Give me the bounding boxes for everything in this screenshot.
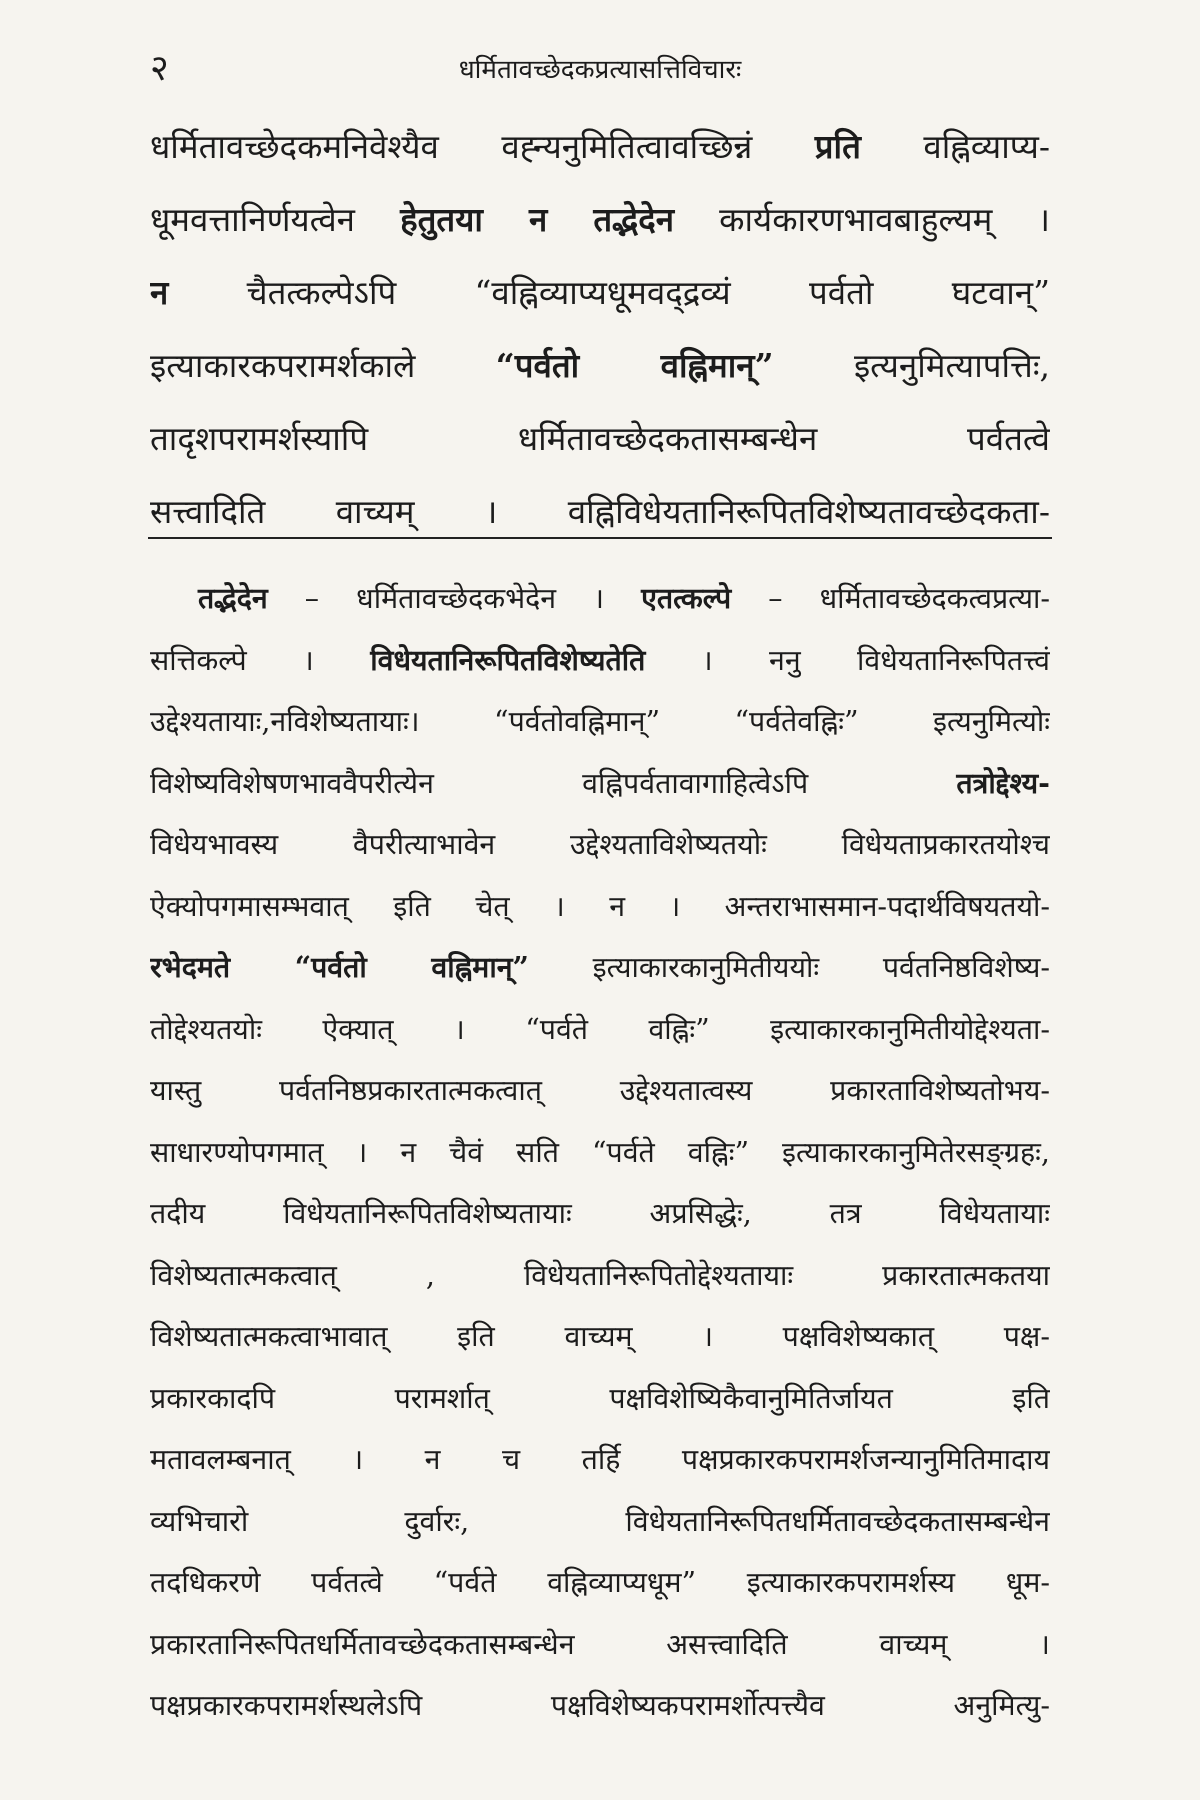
text-span: तोद्देश्यतयोः ऐक्यात् । “पर्वते वह्निः” इत्याकारकानुमितीयोद्देश्यता- (150, 1012, 1050, 1046)
commentary-line (150, 999, 1050, 1061)
commentary-line (150, 876, 1050, 938)
commentary-text (150, 568, 1050, 1737)
text-span: कार्यकारणभावबाहुल्यम् । (674, 200, 1050, 239)
commentary-line (150, 1429, 1050, 1491)
text-span: तदीय विधेयतानिरूपितविशेष्यतायाः अप्रसिद्धेः, तत्र विधेयतायाः (150, 1197, 1050, 1230)
text-span: उद्देश्यतायाः,नविशेष्यतायाः। “पर्वतोवह्निमान्” “पर्वतेवह्निः” इत्यनुमित्योः (150, 705, 1050, 738)
commentary-line (150, 1675, 1050, 1737)
text-span: प्रकारतानिरूपितधर्मितावच्छेदकतासम्बन्धेन असत्त्वादिति वाच्यम् । (150, 1627, 1050, 1661)
text-span: चैतत्कल्पेऽपि “वह्निव्याप्यधूमवद्द्रव्यं पर्वतो घटवान्” (168, 273, 1050, 312)
text-span: इत्यनुमित्यापत्तिः, (773, 346, 1050, 385)
running-head: धर्मितावच्छेदकप्रत्यासत्तिविचारः (458, 55, 742, 85)
text-span: इत्याकारकानुमितीययोः पर्वतनिष्ठविशेष्य- (528, 951, 1050, 984)
text-span: प्रकारकादपि परामर्शात् पक्षविशेष्यिकैवानुमितिर्जायत इति (150, 1381, 1050, 1415)
main-text-line (150, 329, 1050, 402)
main-text-line (150, 402, 1050, 475)
bold-text-span: तद्भेदेन (198, 581, 268, 615)
text-span: ऐक्योपगमासम्भवात् इति चेत् । न । अन्तराभासमान-पदार्थविषयतयो- (150, 889, 1050, 923)
text-span: तादृशपरामर्शस्यापि धर्मितावच्छेदकतासम्बन्धेन पर्वतत्वे (150, 419, 1050, 458)
bold-text-span: विधेयतानिरूपितविशेष्यतेति (370, 642, 646, 677)
bold-text-span: तत्रोद्देश्य- (956, 765, 1050, 800)
text-span: मतावलम्बनात् । न च तर्हि पक्षप्रकारकपरामर्शजन्यानुमितिमादाय (150, 1443, 1050, 1476)
commentary-line (150, 691, 1050, 753)
main-text (150, 110, 1050, 548)
page-header (150, 40, 1050, 100)
footnote-divider (148, 537, 1052, 539)
bold-text-span: न (150, 273, 169, 312)
text-span: यास्तु पर्वतनिष्ठप्रकारतात्मकत्वात् उद्देश्यतात्वस्य प्रकारताविशेष्यतोभय- (150, 1074, 1050, 1107)
text-span: साधारण्योपगमात् । न चैवं सति “पर्वते वह्निः” इत्याकारकानुमितेरसङ्ग्रहः, (150, 1135, 1050, 1169)
text-span: – धर्मितावच्छेदकत्वप्रत्या- (731, 582, 1050, 615)
commentary-line (150, 1491, 1050, 1553)
text-span: विधेयभावस्य वैपरीत्याभावेन उद्देश्यताविशेष्यतयोः विधेयताप्रकारतयोश्च (150, 828, 1050, 861)
commentary-line (150, 1368, 1050, 1430)
text-span: विशेष्यविशेषणभाववैपरीत्येन वह्निपर्वतावागाहित्वेऽपि (150, 766, 957, 800)
page-number: २ (150, 48, 169, 89)
text-span: सत्त्वादिति वाच्यम् । वह्निविधेयतानिरूपितविशेष्यतावच्छेदकता- (150, 492, 1050, 531)
commentary-line (150, 568, 1050, 630)
text-span: व्यभिचारो दुर्वारः, विधेयतानिरूपितधर्मितावच्छेदकतासम्बन्धेन (150, 1504, 1050, 1538)
text-span: धर्मितावच्छेदकमनिवेश्यैव वह्न्यनुमितित्वावच्छिन्नं (150, 127, 815, 166)
text-span: सत्तिकल्पे । (150, 643, 371, 677)
commentary-line (150, 937, 1050, 999)
text-span: – धर्मितावच्छेदकभेदेन । (267, 582, 642, 615)
commentary-line (150, 1614, 1050, 1676)
commentary-line (150, 1060, 1050, 1122)
bold-text-span: प्रति (814, 127, 861, 166)
bold-text-span: एतत्कल्पे (641, 581, 732, 615)
bold-text-span: “पर्वतो वह्निमान्” (495, 346, 774, 385)
text-span: । ननु विधेयतानिरूपितत्त्वं (645, 643, 1050, 677)
main-text-line (150, 183, 1050, 256)
text-span: वह्निव्याप्य- (860, 127, 1050, 166)
bold-text-span: हेतुतया न तद्भेदेन (400, 200, 675, 239)
main-text-line (150, 110, 1050, 183)
commentary-line (150, 814, 1050, 876)
commentary-line (150, 1306, 1050, 1368)
text-span: इत्याकारकपरामर्शकाले (150, 346, 496, 385)
commentary-line (150, 753, 1050, 815)
commentary-line (150, 630, 1050, 692)
commentary-line (150, 1552, 1050, 1614)
main-text-line (150, 256, 1050, 329)
text-span: धूमवत्तानिर्णयत्वेन (150, 200, 401, 239)
text-span: विशेष्यतात्मकत्वात् , विधेयतानिरूपितोद्देश्यतायाः प्रकारतात्मकतया (150, 1258, 1050, 1292)
bold-text-span: रभेदमते “पर्वतो वह्निमान्” (150, 950, 529, 984)
commentary-line (150, 1122, 1050, 1184)
commentary-line (150, 1245, 1050, 1307)
text-span: तदधिकरणे पर्वतत्वे “पर्वते वह्निव्याप्यधूम” इत्याकारकपरामर्शस्य धूम- (150, 1566, 1050, 1599)
commentary-line (150, 1183, 1050, 1245)
text-span: विशेष्यतात्मकत्वाभावात् इति वाच्यम् । पक्षविशेष्यकात् पक्ष- (150, 1320, 1050, 1353)
text-span: पक्षप्रकारकपरामर्शस्थलेऽपि पक्षविशेष्यकपरामर्शोत्पत्त्यैव अनुमित्यु- (150, 1689, 1050, 1722)
